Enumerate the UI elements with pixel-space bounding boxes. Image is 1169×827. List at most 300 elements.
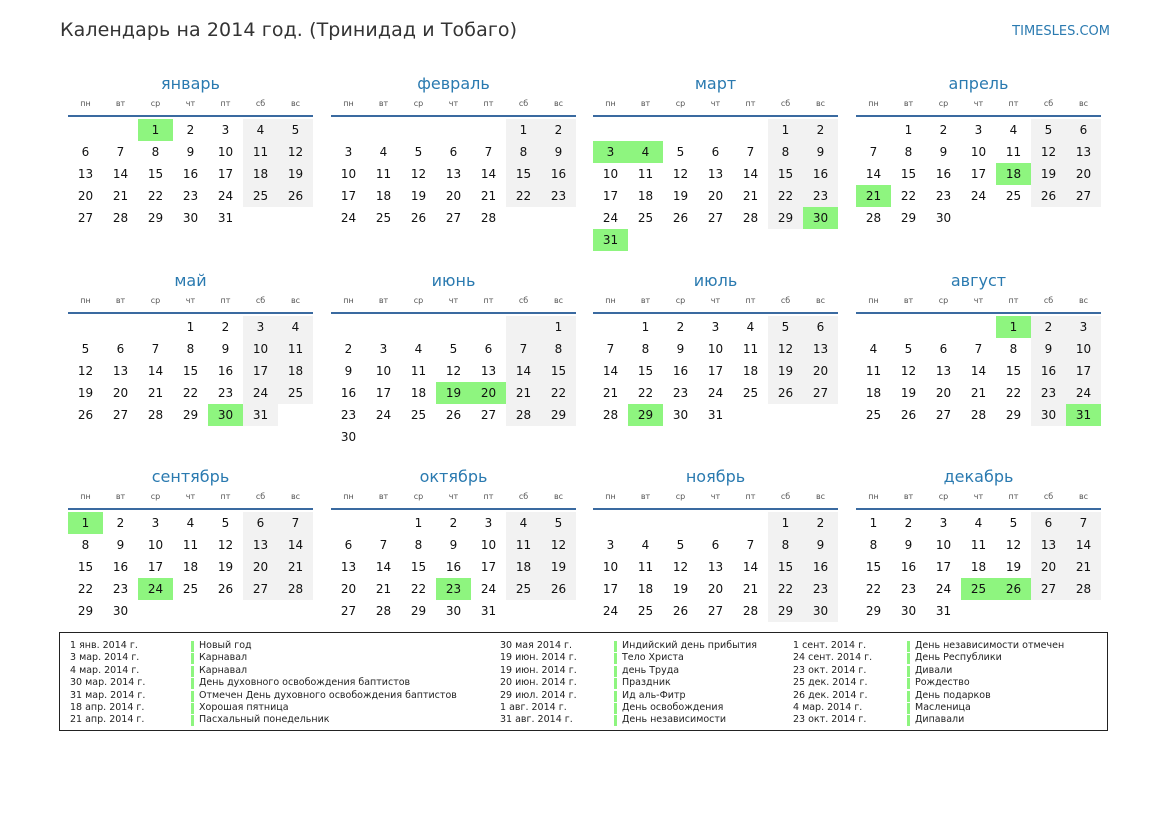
day-cell: 26 bbox=[410, 211, 427, 225]
empty-cell bbox=[733, 512, 768, 534]
day-cell: 15 bbox=[637, 364, 654, 378]
day-cell: 30 bbox=[900, 604, 917, 618]
legend-holiday-name: День освобождения bbox=[622, 702, 724, 713]
empty-cell bbox=[926, 316, 961, 338]
day-cell: 29 bbox=[541, 404, 576, 426]
week-row bbox=[331, 338, 576, 360]
day-cell: 27 bbox=[1066, 185, 1101, 207]
legend-color-marker bbox=[191, 678, 194, 689]
day-cell: 25 bbox=[278, 382, 313, 404]
weekday-header bbox=[68, 296, 313, 310]
day-cell: 12 bbox=[672, 560, 689, 574]
day-cell: 21 bbox=[742, 582, 759, 596]
day-cell: 1 bbox=[996, 316, 1031, 338]
header-rule bbox=[856, 115, 1101, 117]
day-cell: 1 bbox=[541, 316, 576, 338]
day-cell: 24 bbox=[217, 189, 234, 203]
day-cell: 19 bbox=[217, 560, 234, 574]
day-cell: 29 bbox=[865, 604, 882, 618]
weekday-label: пт bbox=[220, 492, 231, 501]
weekday-label: пн bbox=[80, 296, 91, 305]
day-cell: 22 bbox=[506, 185, 541, 207]
day-cell: 11 bbox=[506, 534, 541, 556]
day-cell: 15 bbox=[182, 364, 199, 378]
day-cell: 1 bbox=[68, 512, 103, 534]
day-cell: 31 bbox=[593, 229, 628, 251]
legend-color-marker bbox=[191, 703, 194, 714]
month-block bbox=[856, 75, 1101, 229]
legend-holiday-name: Хорошая пятница bbox=[199, 702, 289, 713]
day-cell: 4 bbox=[869, 342, 878, 356]
day-cell: 8 bbox=[1009, 342, 1018, 356]
weekday-label: чт bbox=[448, 492, 459, 501]
day-cell: 13 bbox=[803, 338, 838, 360]
day-cell: 13 bbox=[1031, 534, 1066, 556]
weekday-label: пт bbox=[1008, 492, 1019, 501]
day-cell: 31 bbox=[707, 408, 724, 422]
legend-holiday-name: день Труда bbox=[622, 664, 680, 676]
weekday-label: ср bbox=[938, 99, 949, 108]
weekday-label: пт bbox=[220, 296, 231, 305]
day-cell: 6 bbox=[449, 145, 458, 159]
day-cell: 7 bbox=[606, 342, 615, 356]
week-row bbox=[856, 119, 1101, 141]
day-cell: 10 bbox=[1066, 338, 1101, 360]
weekday-header bbox=[593, 492, 838, 506]
day-cell: 5 bbox=[278, 119, 313, 141]
week-row bbox=[593, 556, 838, 578]
day-cell: 22 bbox=[147, 189, 164, 203]
day-cell: 6 bbox=[939, 342, 948, 356]
day-cell: 27 bbox=[1031, 578, 1066, 600]
legend-holiday-name: День духовного освобождения баптистов bbox=[199, 677, 411, 689]
empty-cell bbox=[628, 512, 663, 534]
day-cell: 17 bbox=[340, 189, 357, 203]
empty-cell bbox=[961, 207, 996, 229]
site-link[interactable]: TIMESLES.COM bbox=[1012, 24, 1110, 39]
weekday-label: вс bbox=[815, 296, 826, 305]
week-row bbox=[593, 185, 838, 207]
weekday-header bbox=[593, 296, 838, 310]
day-cell: 21 bbox=[112, 189, 129, 203]
empty-cell bbox=[1066, 600, 1101, 622]
empty-cell bbox=[173, 600, 208, 622]
day-cell: 3 bbox=[974, 123, 983, 137]
day-cell: 24 bbox=[602, 211, 619, 225]
month-name: ноябрь bbox=[685, 467, 746, 486]
weekday-header bbox=[593, 99, 838, 113]
day-cell: 29 bbox=[628, 404, 663, 426]
month-name: февраль bbox=[417, 74, 490, 93]
day-cell: 26 bbox=[672, 211, 689, 225]
day-cell: 16 bbox=[803, 556, 838, 578]
day-cell: 13 bbox=[1066, 141, 1101, 163]
day-cell: 4 bbox=[506, 512, 541, 534]
week-row bbox=[331, 382, 576, 404]
day-cell: 15 bbox=[541, 360, 576, 382]
weekday-label: вт bbox=[640, 99, 651, 108]
day-cell: 8 bbox=[768, 534, 803, 556]
week-row bbox=[856, 338, 1101, 360]
empty-cell bbox=[436, 426, 471, 448]
month-name: май bbox=[174, 271, 207, 290]
day-cell: 9 bbox=[541, 141, 576, 163]
day-cell: 28 bbox=[1066, 578, 1101, 600]
legend-color-marker bbox=[907, 653, 910, 664]
weekday-label: пт bbox=[745, 492, 756, 501]
empty-cell bbox=[663, 512, 698, 534]
day-cell: 22 bbox=[865, 582, 882, 596]
week-row bbox=[856, 141, 1101, 163]
day-cell: 10 bbox=[602, 560, 619, 574]
day-cell: 22 bbox=[1005, 386, 1022, 400]
day-cell: 20 bbox=[935, 386, 952, 400]
day-cell: 3 bbox=[221, 123, 230, 137]
month-name: сентябрь bbox=[151, 467, 230, 486]
weekday-label: пт bbox=[483, 99, 494, 108]
day-cell: 10 bbox=[375, 364, 392, 378]
header-rule bbox=[331, 312, 576, 314]
week-row bbox=[593, 141, 838, 163]
day-cell: 19 bbox=[900, 386, 917, 400]
legend-holiday-name: Масленица bbox=[915, 702, 971, 713]
day-cell: 24 bbox=[707, 386, 724, 400]
week-row bbox=[593, 229, 838, 251]
weekday-label: чт bbox=[710, 296, 721, 305]
week-row bbox=[68, 556, 313, 578]
legend-holiday-name: Новый год bbox=[199, 640, 252, 651]
weekday-header bbox=[68, 99, 313, 113]
legend-color-marker bbox=[614, 678, 617, 689]
weekday-label: пт bbox=[483, 492, 494, 501]
day-cell: 22 bbox=[182, 386, 199, 400]
day-cell: 11 bbox=[865, 364, 882, 378]
day-cell: 30 bbox=[935, 211, 952, 225]
day-cell: 26 bbox=[278, 185, 313, 207]
empty-cell bbox=[278, 404, 313, 426]
day-cell: 5 bbox=[81, 342, 90, 356]
legend-date: 24 сент. 2014 г. bbox=[793, 652, 873, 664]
day-cell: 3 bbox=[151, 516, 160, 530]
day-cell: 6 bbox=[484, 342, 493, 356]
day-cell: 30 bbox=[112, 604, 129, 618]
day-cell: 28 bbox=[147, 408, 164, 422]
day-cell: 8 bbox=[541, 338, 576, 360]
day-cell: 26 bbox=[768, 382, 803, 404]
weekday-label: сб bbox=[518, 296, 529, 305]
day-cell: 7 bbox=[506, 338, 541, 360]
week-row bbox=[331, 207, 576, 229]
empty-cell bbox=[401, 426, 436, 448]
weekday-label: пн bbox=[868, 492, 879, 501]
day-cell: 6 bbox=[711, 145, 720, 159]
day-cell: 12 bbox=[1031, 141, 1066, 163]
week-row bbox=[856, 512, 1101, 534]
empty-cell bbox=[733, 404, 768, 426]
day-cell: 23 bbox=[935, 189, 952, 203]
week-row bbox=[856, 534, 1101, 556]
header-rule bbox=[856, 312, 1101, 314]
month-name: июль bbox=[693, 271, 738, 290]
empty-cell bbox=[366, 119, 401, 141]
day-cell: 23 bbox=[541, 185, 576, 207]
day-cell: 18 bbox=[410, 386, 427, 400]
month-block bbox=[593, 75, 838, 251]
weekday-header bbox=[331, 296, 576, 310]
empty-cell bbox=[541, 207, 576, 229]
day-cell: 2 bbox=[803, 512, 838, 534]
day-cell: 23 bbox=[340, 408, 357, 422]
day-cell: 21 bbox=[278, 556, 313, 578]
day-cell: 7 bbox=[869, 145, 878, 159]
empty-cell bbox=[243, 600, 278, 622]
empty-cell bbox=[856, 316, 891, 338]
day-cell: 25 bbox=[243, 185, 278, 207]
day-cell: 10 bbox=[147, 538, 164, 552]
day-cell: 5 bbox=[1009, 516, 1018, 530]
week-row bbox=[68, 207, 313, 229]
empty-cell bbox=[103, 316, 138, 338]
day-cell: 17 bbox=[935, 560, 952, 574]
week-row bbox=[856, 316, 1101, 338]
legend-holiday-name: Карнавал bbox=[199, 652, 248, 664]
weekday-label: сб bbox=[780, 99, 791, 108]
weekday-label: вт bbox=[115, 99, 126, 108]
day-cell: 28 bbox=[480, 211, 497, 225]
day-cell: 7 bbox=[278, 512, 313, 534]
day-cell: 11 bbox=[410, 364, 427, 378]
weekday-label: пн bbox=[343, 492, 354, 501]
weekday-label: вс bbox=[1078, 492, 1089, 501]
day-cell: 15 bbox=[900, 167, 917, 181]
day-cell: 1 bbox=[641, 320, 650, 334]
header-rule bbox=[331, 508, 576, 510]
day-cell: 19 bbox=[436, 382, 471, 404]
weekday-label: пн bbox=[868, 99, 879, 108]
month-name: октябрь bbox=[419, 467, 488, 486]
day-cell: 30 bbox=[445, 604, 462, 618]
week-row bbox=[593, 207, 838, 229]
day-cell: 14 bbox=[112, 167, 129, 181]
day-cell: 23 bbox=[112, 582, 129, 596]
day-cell: 23 bbox=[803, 185, 838, 207]
day-cell: 7 bbox=[1066, 512, 1101, 534]
legend-date: 1 янв. 2014 г. bbox=[70, 640, 138, 651]
week-row bbox=[593, 600, 838, 622]
day-cell: 15 bbox=[77, 560, 94, 574]
day-cell: 3 bbox=[484, 516, 493, 530]
day-cell: 3 bbox=[379, 342, 388, 356]
legend-date: 3 мар. 2014 г. bbox=[70, 652, 140, 664]
day-cell: 21 bbox=[970, 386, 987, 400]
day-cell: 22 bbox=[77, 582, 94, 596]
day-cell: 27 bbox=[445, 211, 462, 225]
weekday-label: пн bbox=[80, 492, 91, 501]
week-row bbox=[68, 404, 313, 426]
header-rule bbox=[68, 312, 313, 314]
day-cell: 20 bbox=[707, 582, 724, 596]
weekday-label: чт bbox=[710, 99, 721, 108]
day-cell: 10 bbox=[707, 342, 724, 356]
day-cell: 16 bbox=[803, 163, 838, 185]
legend-color-marker bbox=[907, 678, 910, 689]
week-row bbox=[68, 141, 313, 163]
weekday-label: сб bbox=[780, 492, 791, 501]
header-rule bbox=[68, 115, 313, 117]
empty-cell bbox=[401, 316, 436, 338]
weekday-label: ср bbox=[413, 296, 424, 305]
legend-holiday-name: День Республики bbox=[915, 652, 1002, 664]
week-row bbox=[331, 600, 576, 622]
day-cell: 20 bbox=[243, 556, 278, 578]
legend-color-marker bbox=[191, 715, 194, 726]
weekday-label: ср bbox=[150, 99, 161, 108]
day-cell: 24 bbox=[243, 382, 278, 404]
week-row bbox=[593, 163, 838, 185]
weekday-label: вт bbox=[640, 492, 651, 501]
day-cell: 28 bbox=[278, 578, 313, 600]
day-cell: 16 bbox=[445, 560, 462, 574]
day-cell: 27 bbox=[340, 604, 357, 618]
day-cell: 29 bbox=[768, 600, 803, 622]
empty-cell bbox=[961, 316, 996, 338]
day-cell: 28 bbox=[742, 604, 759, 618]
day-cell: 16 bbox=[672, 364, 689, 378]
day-cell: 9 bbox=[344, 364, 353, 378]
day-cell: 13 bbox=[935, 364, 952, 378]
legend-color-marker bbox=[191, 641, 194, 652]
legend-color-marker bbox=[191, 666, 194, 677]
legend-date: 1 авг. 2014 г. bbox=[500, 702, 567, 713]
week-row bbox=[68, 512, 313, 534]
day-cell: 1 bbox=[904, 123, 913, 137]
empty-cell bbox=[733, 119, 768, 141]
day-cell: 3 bbox=[711, 320, 720, 334]
day-cell: 5 bbox=[768, 316, 803, 338]
day-cell: 28 bbox=[970, 408, 987, 422]
holiday-legend bbox=[59, 632, 1108, 731]
legend-date: 20 июн. 2014 г. bbox=[500, 677, 577, 689]
day-cell: 15 bbox=[1005, 364, 1022, 378]
day-cell: 11 bbox=[742, 342, 759, 356]
weekday-label: вт bbox=[903, 296, 914, 305]
week-row bbox=[68, 316, 313, 338]
empty-cell bbox=[803, 404, 838, 426]
week-row bbox=[331, 426, 576, 448]
day-cell: 14 bbox=[742, 167, 759, 181]
empty-cell bbox=[436, 119, 471, 141]
day-cell: 9 bbox=[904, 538, 913, 552]
day-cell: 4 bbox=[746, 320, 755, 334]
day-cell: 27 bbox=[707, 211, 724, 225]
day-cell: 10 bbox=[935, 538, 952, 552]
day-cell: 15 bbox=[768, 556, 803, 578]
week-row bbox=[68, 119, 313, 141]
weekday-label: пт bbox=[745, 99, 756, 108]
weekday-header bbox=[856, 99, 1101, 113]
day-cell: 26 bbox=[77, 408, 94, 422]
day-cell: 29 bbox=[768, 207, 803, 229]
day-cell: 13 bbox=[445, 167, 462, 181]
header-rule bbox=[331, 115, 576, 117]
day-cell: 12 bbox=[672, 167, 689, 181]
day-cell: 6 bbox=[243, 512, 278, 534]
day-cell: 30 bbox=[1031, 404, 1066, 426]
weekday-label: вс bbox=[1078, 99, 1089, 108]
legend-color-marker bbox=[191, 691, 194, 702]
day-cell: 10 bbox=[970, 145, 987, 159]
day-cell: 20 bbox=[803, 360, 838, 382]
weekday-label: пн bbox=[343, 99, 354, 108]
day-cell: 29 bbox=[77, 604, 94, 618]
weekday-label: сб bbox=[780, 296, 791, 305]
week-row bbox=[856, 163, 1101, 185]
legend-color-marker bbox=[191, 653, 194, 664]
day-cell: 9 bbox=[449, 538, 458, 552]
legend-date: 1 сент. 2014 г. bbox=[793, 640, 867, 651]
day-cell: 1 bbox=[768, 119, 803, 141]
day-cell: 5 bbox=[541, 512, 576, 534]
day-cell: 14 bbox=[602, 364, 619, 378]
day-cell: 27 bbox=[935, 408, 952, 422]
day-cell: 4 bbox=[243, 119, 278, 141]
day-cell: 1 bbox=[506, 119, 541, 141]
legend-date: 21 апр. 2014 г. bbox=[70, 714, 145, 726]
day-cell: 19 bbox=[541, 556, 576, 578]
day-cell: 19 bbox=[410, 189, 427, 203]
day-cell: 11 bbox=[970, 538, 987, 552]
day-cell: 30 bbox=[208, 404, 243, 426]
day-cell: 27 bbox=[707, 604, 724, 618]
day-cell: 31 bbox=[935, 604, 952, 618]
legend-date: 26 дек. 2014 г. bbox=[793, 689, 868, 701]
week-row bbox=[856, 382, 1101, 404]
day-cell: 5 bbox=[1031, 119, 1066, 141]
day-cell: 30 bbox=[340, 430, 357, 444]
day-cell: 1 bbox=[768, 512, 803, 534]
day-cell: 18 bbox=[375, 189, 392, 203]
week-row bbox=[331, 578, 576, 600]
day-cell: 9 bbox=[1031, 338, 1066, 360]
day-cell: 25 bbox=[375, 211, 392, 225]
week-row bbox=[593, 119, 838, 141]
day-cell: 29 bbox=[147, 211, 164, 225]
week-row bbox=[68, 185, 313, 207]
legend-holiday-name: Рождество bbox=[915, 677, 970, 689]
weekday-header bbox=[856, 492, 1101, 506]
day-cell: 26 bbox=[672, 604, 689, 618]
day-cell: 16 bbox=[340, 386, 357, 400]
day-cell: 24 bbox=[480, 582, 497, 596]
weekday-label: вс bbox=[815, 99, 826, 108]
day-cell: 27 bbox=[77, 211, 94, 225]
weekday-label: вт bbox=[378, 492, 389, 501]
day-cell: 31 bbox=[1066, 404, 1101, 426]
weekday-header bbox=[68, 492, 313, 506]
weekday-label: пн bbox=[605, 99, 616, 108]
legend-color-marker bbox=[907, 715, 910, 726]
day-cell: 21 bbox=[602, 386, 619, 400]
day-cell: 4 bbox=[278, 316, 313, 338]
empty-cell bbox=[1031, 600, 1066, 622]
legend-holiday-name: Ид аль-Фитр bbox=[622, 689, 686, 701]
day-cell: 12 bbox=[1005, 538, 1022, 552]
empty-cell bbox=[366, 426, 401, 448]
day-cell: 10 bbox=[602, 167, 619, 181]
week-row bbox=[856, 556, 1101, 578]
day-cell: 8 bbox=[151, 145, 160, 159]
day-cell: 9 bbox=[221, 342, 230, 356]
